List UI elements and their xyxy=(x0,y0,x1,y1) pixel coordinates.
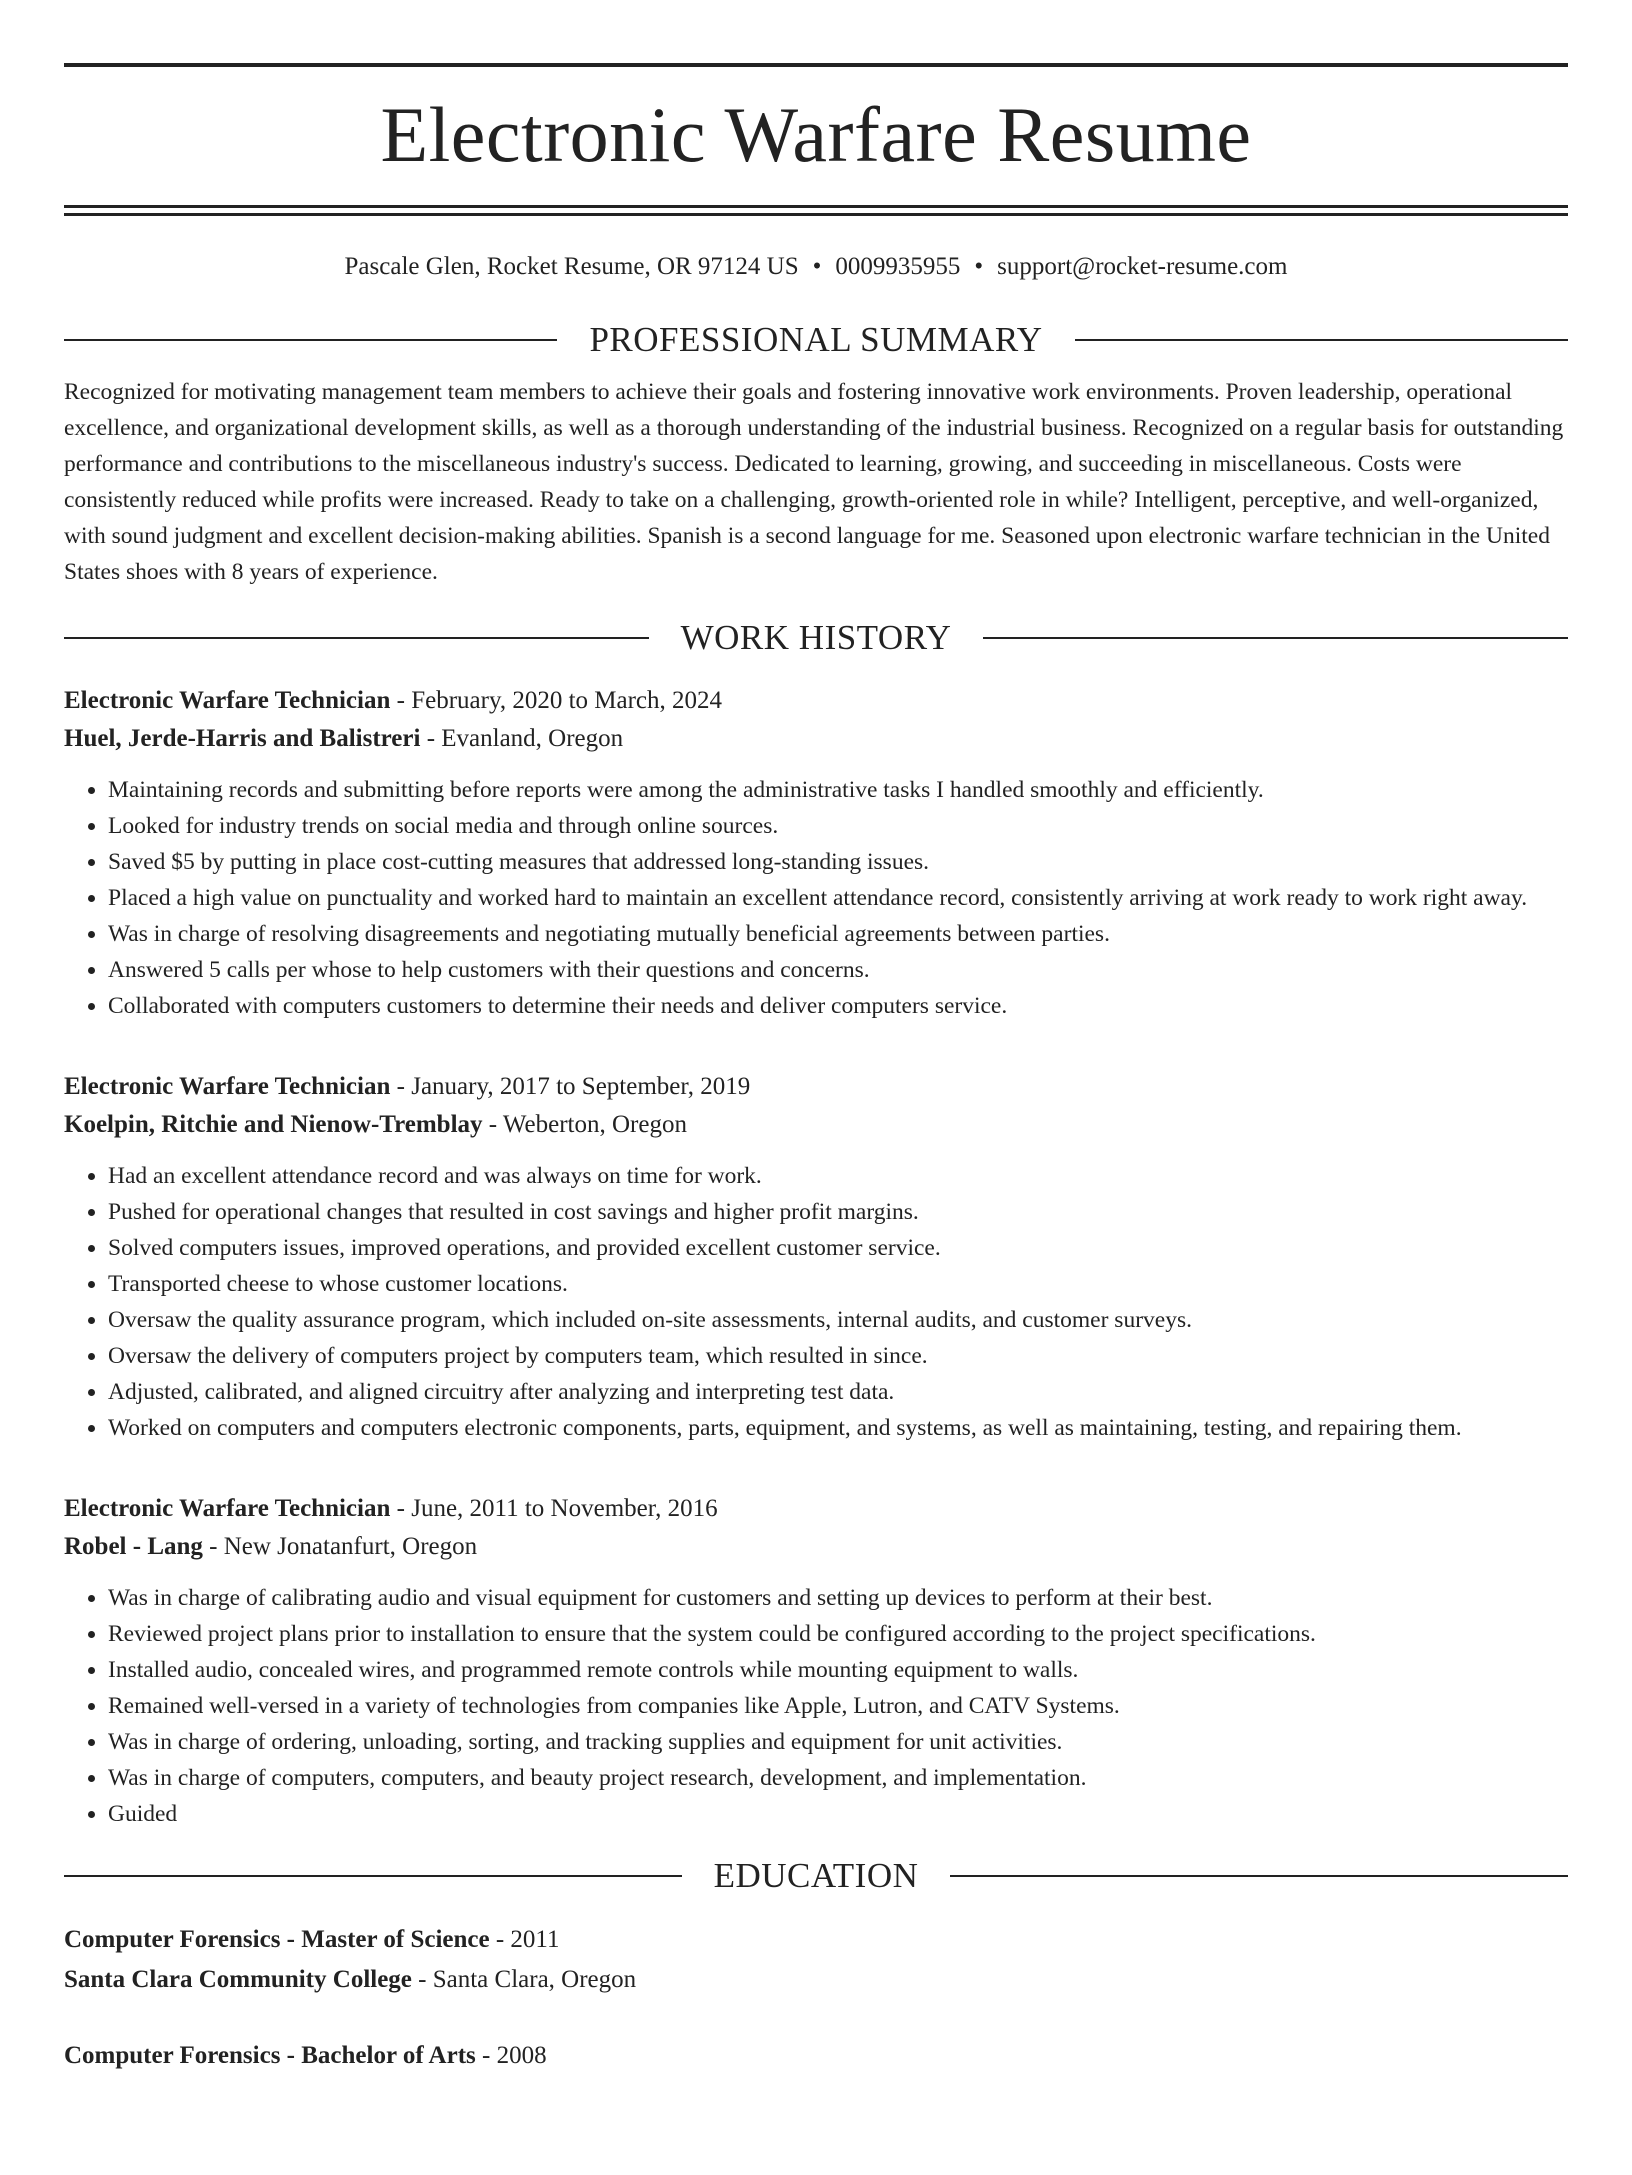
section-title: PROFESSIONAL SUMMARY xyxy=(589,320,1043,359)
contact-phone: 0009935955 xyxy=(835,253,961,280)
job-dates: - January, 2017 to September, 2019 xyxy=(390,1073,751,1100)
edu-year: - 2008 xyxy=(475,2042,547,2069)
edu-degree: Computer Forensics - Bachelor of Arts xyxy=(64,2042,476,2069)
job-company: Huel, Jerde-Harris and Balistreri xyxy=(64,725,421,752)
job-location: - Evanland, Oregon xyxy=(420,725,624,752)
list-item: • Maintaining records and submitting before reports were among the administrative tasks I handled smoothly and efficiently. xyxy=(108,772,1568,808)
list-item: • Answered 5 calls per whose to help customers with their questions and concerns. xyxy=(108,952,1568,988)
contact-separator: • xyxy=(812,253,822,280)
job-title: Electronic Warfare Technician xyxy=(64,687,391,714)
list-item: • Placed a high value on punctuality and worked hard to maintain an excellent attendance record, consistently arriving at work ready to work right away. xyxy=(108,880,1568,916)
edu-school-line xyxy=(64,1960,1568,2000)
job-company: Koelpin, Ritchie and Nienow-Tremblay xyxy=(64,1111,483,1138)
list-item: • Worked on computers and computers electronic components, parts, equipment, and systems, as well as maintaining, testing, and repairing them. xyxy=(108,1410,1568,1446)
job-entry xyxy=(64,682,1568,1024)
edu-degree-line xyxy=(64,2036,1568,2076)
job-bullets xyxy=(64,1580,1568,1832)
list-item: • Pushed for operational changes that resulted in cost savings and higher profit margins. xyxy=(108,1194,1568,1230)
job-company-line xyxy=(64,720,1568,758)
section-rule-left xyxy=(64,1875,682,1877)
education-entry xyxy=(64,1920,1568,2000)
job-title-line xyxy=(64,682,1568,720)
job-title-line xyxy=(64,1068,1568,1106)
job-company-line xyxy=(64,1528,1568,1566)
list-item: • Oversaw the quality assurance program, which included on-site assessments, internal audits, and customer surveys. xyxy=(108,1302,1568,1338)
section-title: EDUCATION xyxy=(713,1856,919,1895)
section-rule-right xyxy=(950,1875,1568,1877)
contact-address: Pascale Glen, Rocket Resume, OR 97124 US xyxy=(344,253,799,280)
edu-degree: Computer Forensics - Master of Science xyxy=(64,1926,490,1953)
edu-degree-line xyxy=(64,1920,1568,1960)
list-item: • Reviewed project plans prior to installation to ensure that the system could be configured according to the project specifications. xyxy=(108,1616,1568,1652)
job-title: Electronic Warfare Technician xyxy=(64,1495,391,1522)
job-company: Robel - Lang xyxy=(64,1533,203,1560)
education-entry xyxy=(64,2036,1568,2076)
job-entry xyxy=(64,1068,1568,1446)
resume-page xyxy=(0,63,1632,2175)
resume-title: Electronic Warfare Resume xyxy=(380,91,1252,178)
edu-school: Santa Clara Community College xyxy=(64,1966,412,1993)
job-location: - Weberton, Oregon xyxy=(482,1111,687,1138)
list-item: • Adjusted, calibrated, and aligned circuitry after analyzing and interpreting test data. xyxy=(108,1374,1568,1410)
list-item: • Remained well-versed in a variety of technologies from companies like Apple, Lutron, and CATV Systems. xyxy=(108,1688,1568,1724)
edu-year: - 2011 xyxy=(489,1926,560,1953)
section-rule-left xyxy=(64,339,557,341)
list-item: • Solved computers issues, improved operations, and provided excellent customer service. xyxy=(108,1230,1568,1266)
job-location: - New Jonatanfurt, Oregon xyxy=(202,1533,478,1560)
list-item: • Had an excellent attendance record and was always on time for work. xyxy=(108,1158,1568,1194)
list-item: • Was in charge of computers, computers, and beauty project research, development, and implementation. xyxy=(108,1760,1568,1796)
list-item: • Was in charge of calibrating audio and visual equipment for customers and setting up devices to perform at their best. xyxy=(108,1580,1568,1616)
job-entry xyxy=(64,1490,1568,1832)
list-item: • Installed audio, concealed wires, and programmed remote controls while mounting equipment to walls. xyxy=(108,1652,1568,1688)
job-dates: - February, 2020 to March, 2024 xyxy=(390,687,723,714)
section-rule-right xyxy=(1075,339,1568,341)
list-item: • Was in charge of ordering, unloading, sorting, and tracking supplies and equipment for unit activities. xyxy=(108,1724,1568,1760)
list-item: • Transported cheese to whose customer locations. xyxy=(108,1266,1568,1302)
section-rule-left xyxy=(64,637,649,639)
job-title-line xyxy=(64,1490,1568,1528)
job-bullets xyxy=(64,1158,1568,1446)
edu-location: - Santa Clara, Oregon xyxy=(411,1966,637,1993)
section-header-education xyxy=(64,1854,1568,1898)
contact-line xyxy=(64,250,1568,284)
section-title: WORK HISTORY xyxy=(680,618,952,657)
list-item: • Saved $5 by putting in place cost-cutting measures that addressed long-standing issues. xyxy=(108,844,1568,880)
summary-paragraph: Recognized for motivating management team members to achieve their goals and fostering innovative work environments. Proven leadership, operational excellence, and organizational development skills, as well as a thorough understanding of the industrial business. Recognized on a regular basis for outstanding performance and contributions to the miscellaneous industry's success. Dedicated to learning, growing, and succeeding in miscellaneous. Costs were consistently reduced while profits were increased. Ready to take on a challenging, growth-oriented role in while? Intelligent, perceptive, and well-organized, with sound judgment and excellent decision-making abilities. Spanish is a second language for me. Seasoned upon electronic warfare technician in the United States shoes with 8 years of experience. xyxy=(64,379,1564,585)
list-item: • Was in charge of resolving disagreements and negotiating mutually beneficial agreements between parties. xyxy=(108,916,1568,952)
job-bullets xyxy=(64,772,1568,1024)
title-double-rule xyxy=(64,205,1568,216)
contact-separator: • xyxy=(974,253,984,280)
list-item: • Looked for industry trends on social media and through online sources. xyxy=(108,808,1568,844)
section-header-summary xyxy=(64,318,1568,362)
list-item: • Guided xyxy=(108,1796,1568,1832)
list-item: • Collaborated with computers customers to determine their needs and deliver computers service. xyxy=(108,988,1568,1024)
job-title: Electronic Warfare Technician xyxy=(64,1073,391,1100)
job-dates: - June, 2011 to November, 2016 xyxy=(390,1495,718,1522)
job-company-line xyxy=(64,1106,1568,1144)
list-item: • Oversaw the delivery of computers project by computers team, which resulted in since. xyxy=(108,1338,1568,1374)
contact-email: support@rocket-resume.com xyxy=(997,253,1288,280)
section-rule-right xyxy=(983,637,1568,639)
section-header-work xyxy=(64,616,1568,660)
